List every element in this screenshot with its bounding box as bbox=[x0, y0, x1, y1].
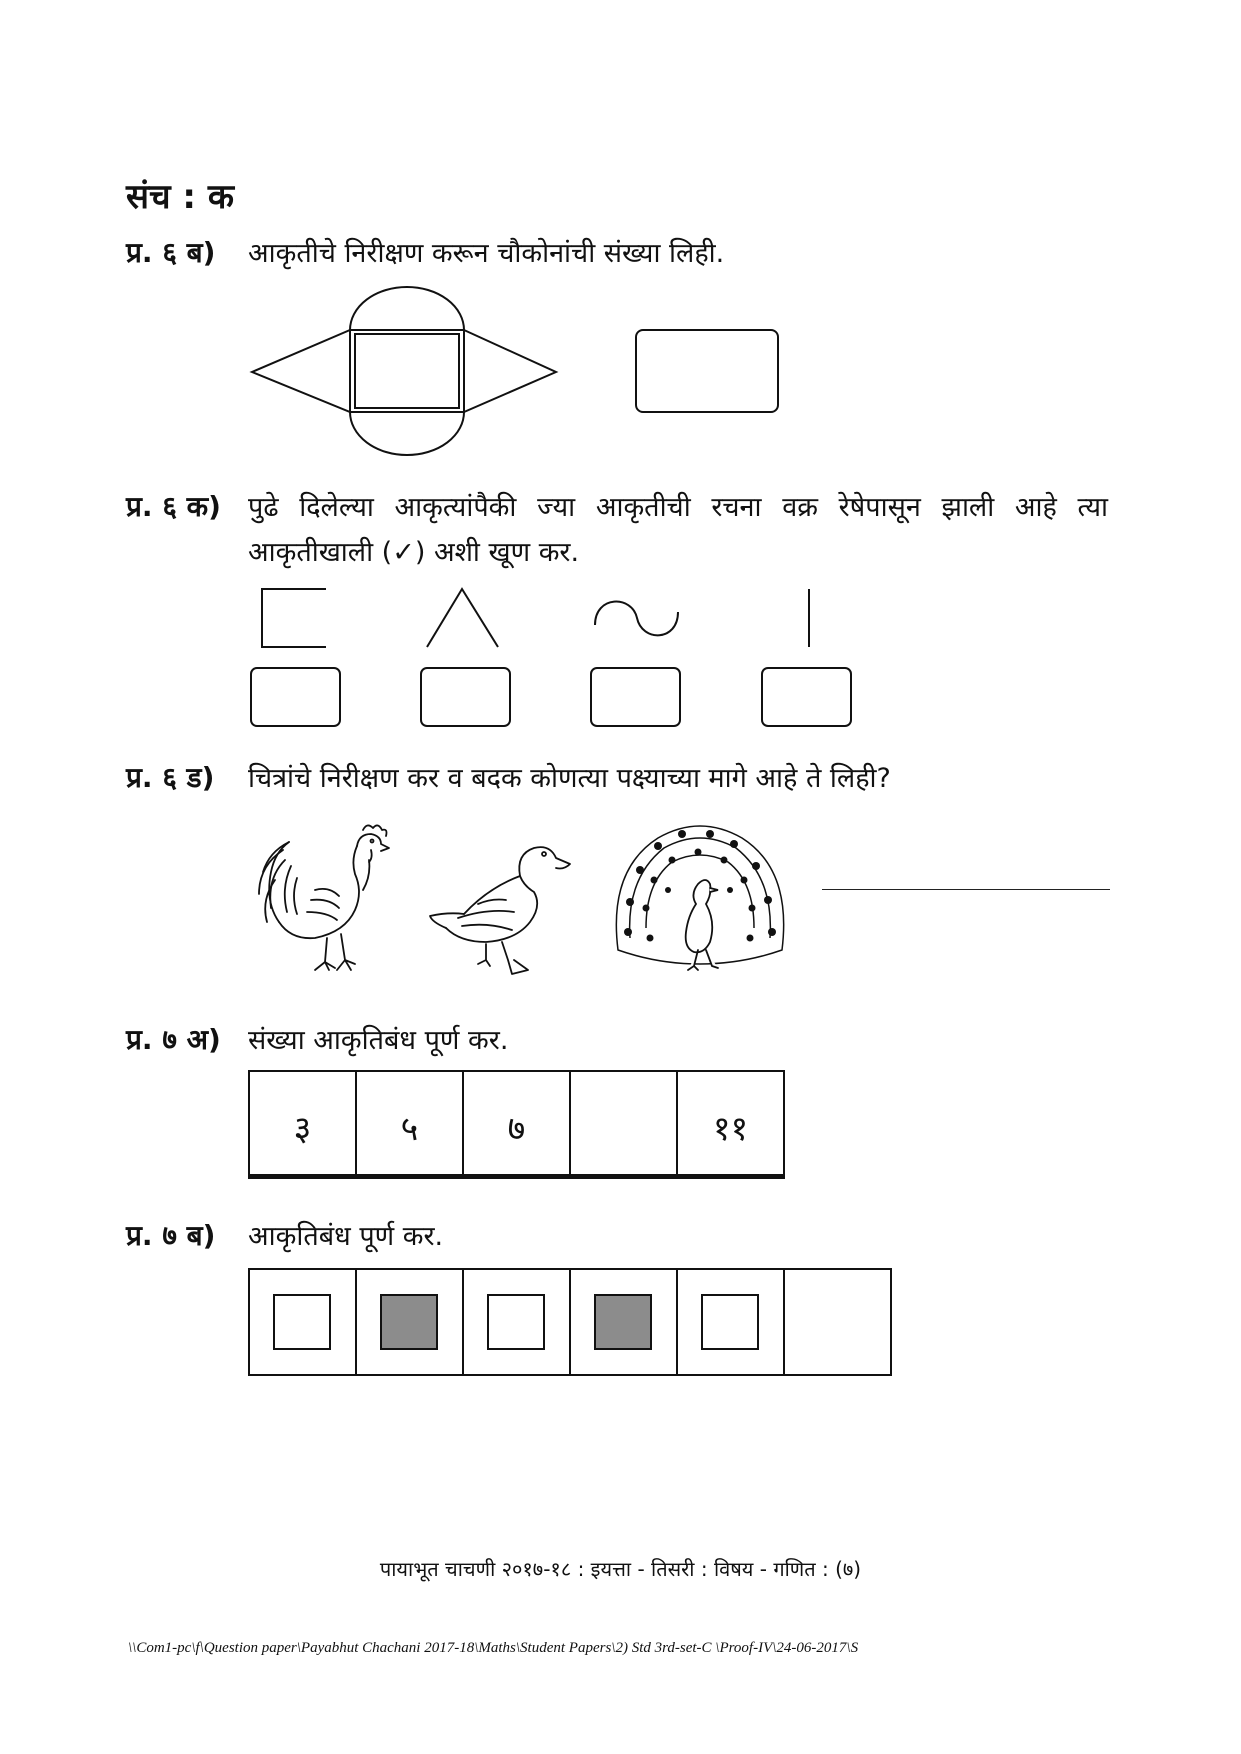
question-7a-text: संख्या आकृतिबंध पूर्ण कर. bbox=[248, 1025, 509, 1056]
number-cell-2: ५ bbox=[400, 1109, 419, 1149]
number-cell-5: ११ bbox=[712, 1109, 749, 1149]
file-path: \\Com1-pc\f\Question paper\Payabhut Chachani 2017-18\Maths\Student Papers\2) Std 3rd-set-C \Proof-IV\24-06-2017\S bbox=[128, 1640, 859, 1656]
question-6k-label: प्र. ६ क) bbox=[126, 490, 221, 523]
pattern-square-white bbox=[702, 1295, 758, 1349]
pattern-square-white bbox=[488, 1295, 544, 1349]
question-6d-text: चित्रांचे निरीक्षण कर व बदक कोणत्या पक्ष्याच्या मागे आहे ते लिही? bbox=[248, 763, 891, 794]
question-6k-text-line1: पुढे दिलेल्या आकृत्यांपैकी ज्या आकृतीची रचना वक्र रेषेपासून झाली आहे त्या bbox=[248, 492, 1108, 523]
question-7a-label: प्र. ७ अ) bbox=[126, 1023, 221, 1056]
question-6d-label: प्र. ६ ड) bbox=[126, 761, 215, 794]
number-cell-1: ३ bbox=[293, 1109, 312, 1149]
set-title: संच : क bbox=[126, 177, 234, 217]
page-footer: पायाभूत चाचणी २०१७-१८ : इयत्ता - तिसरी : विषय - गणित : (७) bbox=[379, 1557, 862, 1581]
pattern-square-gray bbox=[595, 1295, 651, 1349]
pattern-square-gray bbox=[381, 1295, 437, 1349]
question-6b-label: प्र. ६ ब) bbox=[126, 236, 216, 269]
question-6k-text-line2: आकृतीखाली (✓) अशी खूण कर. bbox=[248, 537, 580, 568]
question-6b-text: आकृतीचे निरीक्षण करून चौकोनांची संख्या लिही. bbox=[248, 238, 725, 269]
question-7b-text: आकृतिबंध पूर्ण कर. bbox=[248, 1221, 444, 1252]
question-7b-label: प्र. ७ ब) bbox=[126, 1219, 216, 1252]
number-cell-3: ७ bbox=[507, 1109, 526, 1149]
pattern-square-white bbox=[274, 1295, 330, 1349]
